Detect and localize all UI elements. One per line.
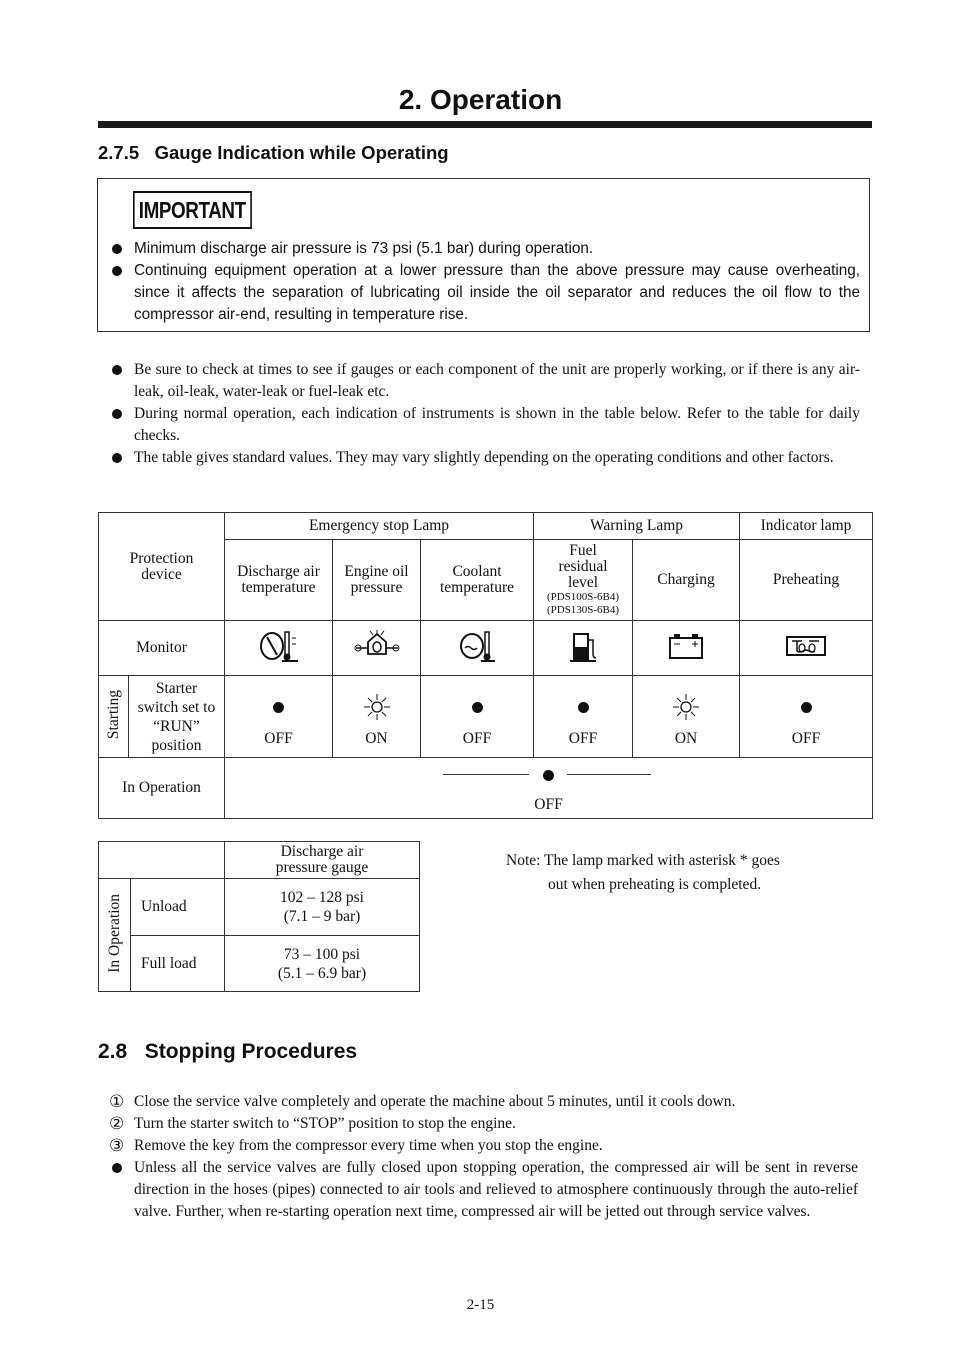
fuel-level-icon bbox=[534, 621, 633, 676]
col-preheating: Preheating bbox=[740, 540, 873, 621]
full-load-label: Full load bbox=[131, 936, 225, 992]
col-engine-oil: Engine oil pressure bbox=[333, 540, 421, 621]
section-title: Gauge Indication while Operating bbox=[154, 142, 449, 163]
state-fuel-starting: OFF bbox=[534, 676, 633, 758]
section-heading-2-8 bbox=[98, 1040, 357, 1064]
step-number: ① bbox=[109, 1092, 125, 1111]
discharge-temp-icon bbox=[225, 621, 333, 676]
step-item: ② Turn the starter switch to “STOP” position to stop the engine. bbox=[109, 1114, 516, 1133]
lamp-off-dot bbox=[472, 702, 483, 713]
monitor-label: Monitor bbox=[99, 621, 225, 676]
starting-group-label: Starting bbox=[99, 676, 129, 758]
lamp-off-dot bbox=[578, 702, 589, 713]
important-item: Minimum discharge air pressure is 73 psi (5.1 bar) during operation. bbox=[112, 238, 860, 260]
stopping-note: Unless all the service valves are fully closed upon stopping operation, the compressed air will be sent in reverse direction in the hoses (pipes) connected to air tools and relieved to atmosphere continuously through the auto-relief valve. Further, when re-starting operation next time, compressed air will be jetted out through service valves. bbox=[112, 1157, 858, 1223]
section-number: 2.8 bbox=[98, 1040, 128, 1063]
step-number: ③ bbox=[109, 1136, 125, 1155]
state-oil-starting: ON bbox=[333, 676, 421, 758]
pressure-table-corner bbox=[99, 842, 225, 879]
oil-pressure-icon bbox=[333, 621, 421, 676]
starter-switch-desc: Starter switch set to “RUN” position bbox=[129, 676, 225, 758]
emergency-stop-group-header: Emergency stop Lamp bbox=[225, 513, 534, 540]
asterisk-note: Note: The lamp marked with asterisk * goes out when preheating is completed. bbox=[506, 852, 780, 893]
indicator-lamp-group-header: Indicator lamp bbox=[740, 513, 873, 540]
preheat-glow-icon bbox=[740, 621, 873, 676]
bullet-icon bbox=[112, 244, 122, 254]
warning-lamp-group-header: Warning Lamp bbox=[534, 513, 740, 540]
in-operation-group-label: In Operation bbox=[99, 879, 131, 992]
unload-value: 102 – 128 psi (7.1 – 9 bar) bbox=[225, 879, 420, 936]
important-list bbox=[112, 238, 860, 326]
notes-list bbox=[112, 359, 860, 469]
coolant-temp-icon bbox=[421, 621, 534, 676]
col-charging: Charging bbox=[633, 540, 740, 621]
note-item: The table gives standard values. They may vary slightly depending on the operating conditions and other factors. bbox=[112, 447, 860, 469]
bullet-icon bbox=[112, 1163, 122, 1173]
battery-charge-icon bbox=[633, 621, 740, 676]
important-item: Continuing equipment operation at a lower pressure than the above pressure may cause overheating, since it affects the separation of lubricating oil inside the oil separator and reduces the oil flow to the compressor air-end, resulting in temperature rise. bbox=[112, 260, 860, 326]
page-title: 2. Operation bbox=[398, 84, 563, 115]
unload-label: Unload bbox=[131, 879, 225, 936]
col-coolant: Coolant temperature bbox=[421, 540, 534, 621]
important-badge: IMPORTANT bbox=[133, 191, 252, 229]
step-number: ② bbox=[109, 1114, 125, 1133]
bullet-icon bbox=[112, 365, 122, 375]
step-item: ① Close the service valve completely and operate the machine about 5 minutes, until it cools down. bbox=[109, 1092, 736, 1111]
title-rule bbox=[98, 121, 872, 128]
state-charging-starting: ON bbox=[633, 676, 740, 758]
pressure-gauge-table bbox=[98, 841, 420, 992]
bullet-icon bbox=[112, 453, 122, 463]
section-title: Stopping Procedures bbox=[144, 1040, 358, 1063]
step-item: ③ Remove the key from the compressor every time when you stop the engine. bbox=[109, 1136, 603, 1155]
section-number: 2.7.5 bbox=[98, 142, 140, 163]
bullet-icon bbox=[112, 266, 122, 276]
state-preheating-starting: OFF bbox=[740, 676, 873, 758]
lamp-off-dot bbox=[543, 770, 554, 781]
state-coolant-starting: OFF bbox=[421, 676, 534, 758]
note-item: Be sure to check at times to see if gauges or each component of the unit are properly working, or if there is any air-leak, oil-leak, water-leak or fuel-leak etc. bbox=[112, 359, 860, 403]
state-discharge-starting: OFF bbox=[225, 676, 333, 758]
discharge-pressure-header: Discharge air pressure gauge bbox=[225, 842, 420, 879]
lamp-indication-table bbox=[98, 512, 873, 819]
section-heading-2-7-5 bbox=[98, 142, 449, 164]
lamp-off-dot bbox=[801, 702, 812, 713]
bullet-icon bbox=[112, 409, 122, 419]
stopping-steps bbox=[109, 1091, 858, 1223]
lamp-on-icon bbox=[671, 692, 701, 722]
full-load-value: 73 – 100 psi (5.1 – 6.9 bar) bbox=[225, 936, 420, 992]
page-number: 2-15 bbox=[466, 1297, 495, 1313]
lamp-off-dot bbox=[273, 702, 284, 713]
col-fuel-level: Fuel residual level (PDS100S-6B4) (PDS130S-6B4) bbox=[534, 540, 633, 621]
in-operation-label: In Operation bbox=[99, 758, 225, 819]
state-in-operation: OFF bbox=[225, 758, 873, 819]
col-discharge-temp: Discharge air temperature bbox=[225, 540, 333, 621]
protection-device-header: Protection device bbox=[99, 513, 225, 621]
note-item: During normal operation, each indication of instruments is shown in the table below. Refer to the table for daily checks. bbox=[112, 403, 860, 447]
lamp-on-icon bbox=[362, 692, 392, 722]
